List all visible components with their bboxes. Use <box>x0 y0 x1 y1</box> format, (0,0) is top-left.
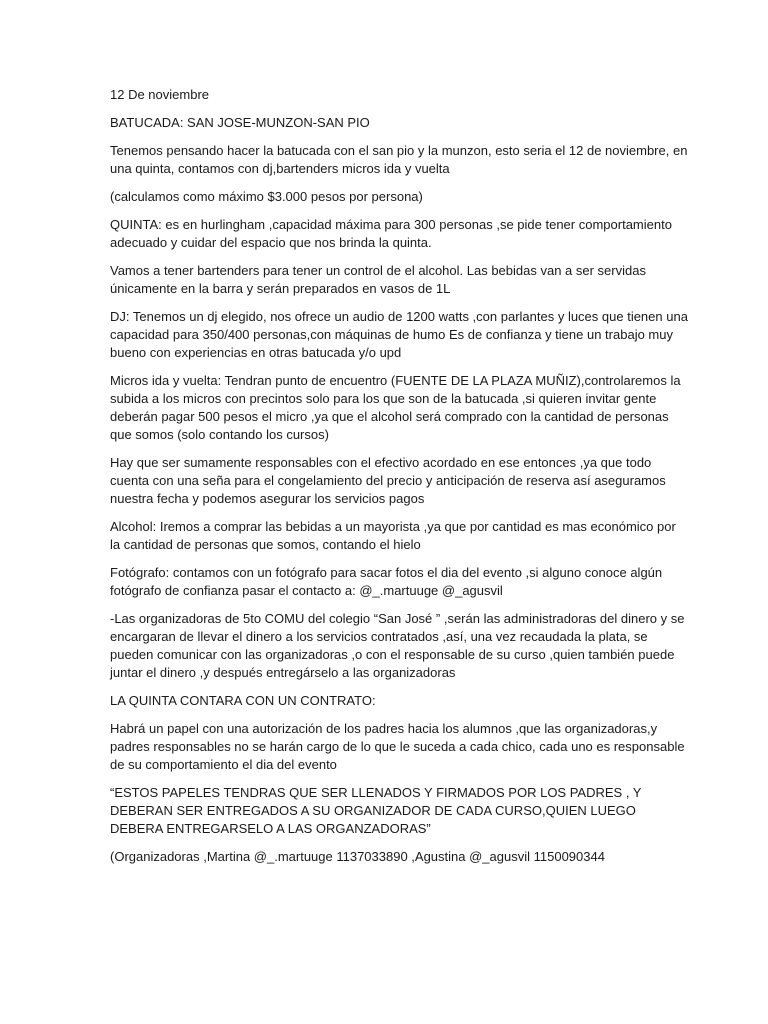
bartenders-paragraph: Vamos a tener bartenders para tener un control de el alcohol. Las bebidas van a ser servidas únicamente en la barra y serán preparados en vasos de 1L <box>110 263 646 296</box>
document-title: BATUCADA: SAN JOSE-MUNZON-SAN PIO <box>110 115 370 130</box>
photographer-paragraph: Fotógrafo: contamos con un fotógrafo para sacar fotos el dia del evento ,si alguno conoce algún fotógrafo de confianza pasar el contacto a: @_.martuuge @_agusvil <box>110 565 663 598</box>
quinta-paragraph: QUINTA: es en hurlingham ,capacidad máxima para 300 personas ,se pide tener comportamiento adecuado y cuidar del espacio que nos brinda la quinta. <box>110 217 672 250</box>
organizers-paragraph: -Las organizadoras de 5to COMU del colegio “San José ” ,serán las administradoras del dinero y se encargaran de llevar el dinero a los servicios contratados ,así, una vez recaudada la plata, se pueden comunicar con las organizadoras ,o con el responsable de su curso ,quien también puede juntar el dinero ,y después entregárselo a las organizadoras <box>110 611 685 680</box>
date-line: 12 De noviembre <box>110 87 209 102</box>
price-paragraph: (calculamos como máximo $3.000 pesos por persona) <box>110 189 423 204</box>
dj-paragraph: DJ: Tenemos un dj elegido, nos ofrece un audio de 1200 watts ,con parlantes y luces que tienen una capacidad para 350/400 personas,con máquinas de humo Es de confianza y tiene un trabajo muy bueno con experiencias en otras batucada y/o upd <box>110 309 688 360</box>
intro-paragraph: Tenemos pensando hacer la batucada con el san pio y la munzon, esto seria el 12 de noviembre, en una quinta, contamos con dj,bartenders micros ida y vuelta <box>110 143 688 176</box>
notice-paragraph: “ESTOS PAPELES TENDRAS QUE SER LLENADOS Y FIRMADOS POR LOS PADRES , Y DEBERAN SER ENTREGADOS A SU ORGANIZADOR DE CADA CURSO,QUIEN LUEGO DEBERA ENTREGARSELO A LAS ORGANZADORAS” <box>110 785 642 836</box>
authorization-paragraph: Habrá un papel con una autorización de los padres hacia los alumnos ,que las organizadoras,y padres responsables no se harán cargo de lo que le suceda a cada chico, cada uno es responsable de su comportamiento el dia del evento <box>110 721 685 772</box>
micros-paragraph: Micros ida y vuelta: Tendran punto de encuentro (FUENTE DE LA PLAZA MUÑIZ),controlaremos la subida a los micros con precintos solo para los que son de la batucada ,si quieren invitar gente deberán pagar 500 pesos el micro ,ya que el alcohol será comprado con la cantidad de personas que somos (solo contando los cursos) <box>110 373 681 442</box>
contacts-paragraph: (Organizadoras ,Martina @_.martuuge 1137033890 ,Agustina @_agusvil 1150090344 <box>110 849 605 864</box>
alcohol-paragraph: Alcohol: Iremos a comprar las bebidas a un mayorista ,ya que por cantidad es mas económico por la cantidad de personas que somos, contando el hielo <box>110 519 676 552</box>
cash-paragraph: Hay que ser sumamente responsables con el efectivo acordado en ese entonces ,ya que todo cuenta con una seña para el congelamiento del precio y anticipación de reserva así aseguramos nuestra fecha y podemos asegurar los servicios pagos <box>110 455 666 506</box>
contract-heading: LA QUINTA CONTARA CON UN CONTRATO: <box>110 693 376 708</box>
